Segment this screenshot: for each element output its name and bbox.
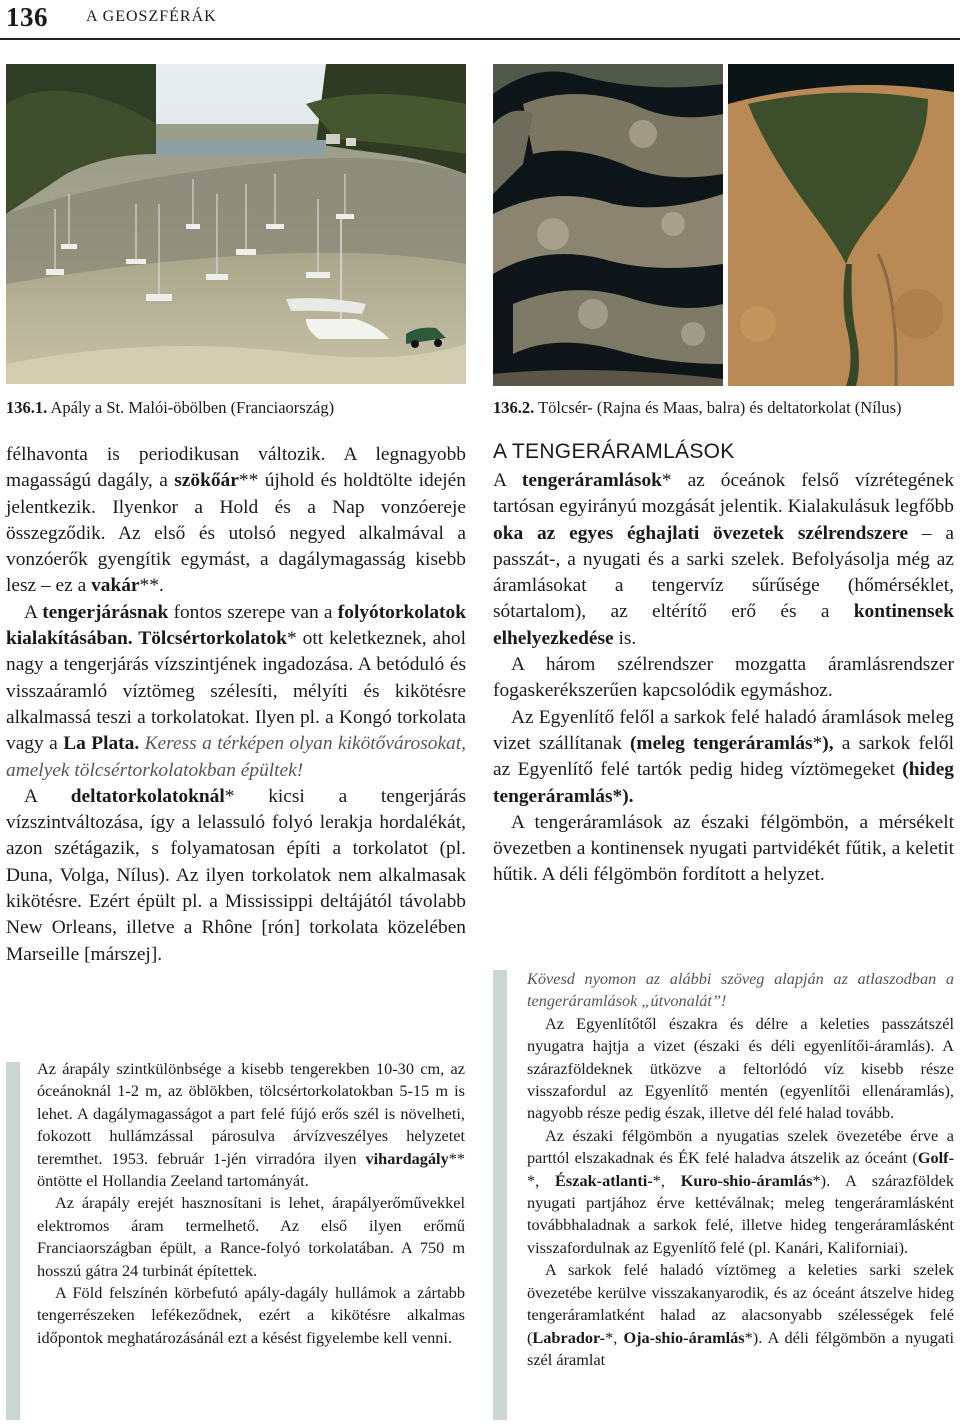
running-head: A GEOSZFÉRÁK	[86, 8, 217, 25]
text-run: Az Egyenlítő felől a sarkok felé haladó áramlások meleg vizet szállítanak	[493, 706, 954, 754]
section-heading: A TENGERÁRAMLÁSOK	[493, 440, 735, 463]
text-run: ** újhold és holdtölte idején jelentkezik. Ilyenkor a Hold és a Nap vonzóereje összegződik. Az első és utolsó negyed alkalmával a vonzóerők gyengítik egymást, a dagálymagasság kisebb lesz – ez a	[6, 470, 466, 597]
bold-term: deltatorkolatoknál	[70, 785, 225, 807]
bold-term: kontinensek elhelyezkedése	[493, 601, 954, 649]
box-paragraph-northern	[527, 1125, 954, 1259]
estuary-illustration	[493, 64, 723, 386]
text-run: A Föld felszínén körbefutó apály-dagály hullámok a zártabb tengerrészeken lefékeződnek, ezért a kikötésre alkalmas időpontok meghatározásánál ezt a késést figyelembe kell venni.	[37, 1283, 465, 1347]
bold-term: Kuro-shio-áramlás	[680, 1170, 813, 1190]
bold-term: Oja-shio-áramlás	[623, 1327, 745, 1347]
bold-term: Labrador-	[532, 1327, 606, 1347]
text-run: * kicsi a tengerjárás vízszintváltozása, így a lelassuló folyó lerakja hordalékát, azon szétágazik, s folyamatosan építi a torkolatot (pl. Duna, Volga, Nílus). Az ilyen torkolatok nem alkalmasak kikötésre. Ezért épült pl. a Mississippi deltájától távolabb New Orleans, illetve a Rhône [rón] torkolata közelében Marseille [márszej].	[6, 785, 466, 965]
bold-term: (hideg tengeráramlás*).	[493, 759, 954, 807]
box-paragraph-equatorial	[527, 1013, 954, 1125]
text-run: *,	[652, 1170, 681, 1190]
bold-term: Golf-	[917, 1148, 954, 1168]
right-text-column	[493, 468, 954, 889]
text-run: A	[493, 470, 522, 491]
text-run: ** öntötte el Hollandia Zeeland tartományát.	[37, 1148, 465, 1191]
bold-term: (meleg tengeráramlás	[629, 732, 813, 754]
text-run: fontos szerepe van a	[168, 601, 338, 623]
text-run: A három szélrendszer mozgatta áramlásrendszer fogaskerékszerűen kapcsolódik egymáshoz.	[493, 654, 954, 702]
box-paragraph-tidal-power	[37, 1192, 465, 1282]
satellite-rhine-maas-estuary	[493, 64, 723, 386]
paragraph-hemispheres	[493, 810, 954, 889]
text-run: Az árapály szintkülönbsége a kisebb tengerekben 10-30 cm, az óceánoknál 1-2 m, az öblökben, tölcsértorkolatokban 5-15 m is lehet. A dagálymagasságot a part felé fújó erős szél is növelheti, fokozott hullámzással párosulva árvízveszélyes helyzetet teremthet. 1953. február 1-jén virradóra ilyen	[37, 1059, 465, 1168]
text-run: **.	[139, 575, 164, 597]
text-run: A	[24, 785, 71, 807]
info-box-tides	[37, 1058, 465, 1349]
text-run: is.	[613, 627, 637, 649]
text-run: * az óceánok felső vízrétegének tartósan egyirányú mozgását jelentik. Kialakulásuk legfőbb	[493, 470, 955, 518]
text-run: félhavonta is periodikusan változik. A legnagyobb magasságú dagály, a	[6, 444, 466, 492]
figure-caption-2	[493, 398, 902, 418]
header-rule	[0, 38, 960, 40]
info-box-currents	[527, 968, 954, 1371]
satellite-nile-delta	[728, 64, 954, 386]
paragraph-warm-cold-currents	[493, 705, 954, 810]
box-paragraph-tidal-delay	[37, 1282, 465, 1349]
delta-illustration	[728, 64, 954, 386]
paragraph-estuaries	[6, 600, 466, 784]
text-run: A sarkok felé haladó víztömeg a keleties sarki szelek övezetébe kerülve visszakanyarodik, és az óceánt átszelve hideg tengeráramlatként halad az alacsonyabb szélességek felé (	[527, 1260, 954, 1347]
text-run: * ott keletkeznek, ahol nagy a tengerjárás vízszintjének ingadozása. A betóduló és visszaáramló víztömeg szélesíti, mélyíti és kikötésre alkalmassá teszi a torkolatokat. Ilyen pl. a Kongó torkolata vagy a	[6, 628, 467, 755]
bold-term: vakár	[91, 575, 140, 597]
figure-number-1: 136.1.	[6, 398, 48, 417]
bold-term: La Plata.	[63, 733, 140, 755]
left-text-column	[6, 442, 466, 968]
bold-term: szökőár	[174, 470, 239, 492]
bold-term: tengeráramlások	[521, 470, 662, 491]
bold-term: ),	[822, 732, 834, 754]
text-run: A	[24, 601, 43, 623]
bold-term: folyótorkolatok kialakításában. Tölcsértorkolatok	[6, 601, 466, 650]
info-box-bar-right	[493, 970, 507, 1420]
task-instruction: Kövesd nyomon az alábbi szöveg alapján az atlaszodban a tengeráramlások „útvonalát”!	[527, 969, 954, 1011]
bold-term: Észak-atlanti-	[555, 1170, 653, 1190]
task-text: Keress a térképen olyan kikötővárosokat, amelyek tölcsértorkolatokban épültek!	[6, 733, 466, 781]
box-paragraph-tidal-range	[37, 1058, 465, 1192]
text-run: *). A szárazföldek nyugati partjához érve kettéválnak; meleg tengeráramlásként továbbhaladnak a sarkok felé, illetve hideg tengeráramlásként visszafordulnak az Egyenlítő felé (pl. Kanári, Kaliforniai).	[527, 1170, 954, 1257]
figure-caption-text-2: Tölcsér- (Rajna és Maas, balra) és deltatorkolat (Nílus)	[538, 398, 902, 417]
figure-caption-text-1: Apály a St. Malói-öbölben (Franciaország)	[50, 398, 335, 417]
box-paragraph-polar	[527, 1259, 954, 1371]
figure-caption-1	[6, 398, 334, 418]
info-box-bar-left	[6, 1062, 20, 1420]
text-run: Az Egyenlítőtől északra és délre a keleties passzátszél nyugatra hajtja a vizet (északi és déli egyenlítői-áramlás). A szárazföldeknek ütközve a feltorlódó víz kisebb része visszafordul az Egyenlítő mentén (egyenlítői ellenáramlás), nagyobb része pedig észak, illetve dél felé halad tovább.	[527, 1013, 954, 1123]
paragraph-wind-systems	[493, 652, 954, 705]
text-run: Az északi félgömbön a nyugatias szelek övezetébe érve a parttól elszakadnak és ÉK felé haladva átszelik az óceánt (	[527, 1125, 954, 1168]
bold-term: oka az egyes éghajlati övezetek szélrendszere	[493, 522, 909, 544]
text-run: *	[812, 732, 823, 754]
text-run: *). A déli félgömbön a nyugati szél áramlat	[527, 1327, 954, 1369]
figure-number-2: 136.2.	[493, 398, 535, 417]
bold-term: vihardagály	[365, 1148, 449, 1168]
bold-term: tengerjárásnak	[42, 601, 169, 623]
text-run: *,	[527, 1170, 556, 1190]
paragraph-tides-spring-neap	[6, 442, 466, 600]
text-run: *,	[605, 1327, 624, 1347]
harbour-illustration	[6, 64, 466, 384]
text-run: A tengeráramlások az északi félgömbön, a mérsékelt övezetben a kontinensek nyugati partvidékét fűtik, a keletit hűtik. A déli félgömbön fordított a helyzet.	[493, 811, 954, 886]
page-number: 136	[6, 2, 48, 32]
photo-low-tide-harbour	[6, 64, 466, 384]
paragraph-deltas	[6, 784, 466, 968]
paragraph-currents-definition	[493, 468, 954, 652]
text-run: – a passzát-, a nyugati és a sarki szelek. Befolyásolja még az áramlásokat a tengervíz sűrűsége (hőmérséklet, sótartalom), az eltérítő erő és a	[493, 522, 954, 623]
text-run: Az árapály erejét hasznosítani is lehet, árapályerőművekkel elektromos áram termelhető. Az első ilyen erőmű Franciaországban épült, a Rance-folyó torkolatában. A 750 m hosszú gátra 24 turbinát építettek.	[37, 1193, 465, 1280]
text-run: a sarkok felől az Egyenlítő felé tartók pedig hideg víztömegeket	[493, 732, 954, 781]
